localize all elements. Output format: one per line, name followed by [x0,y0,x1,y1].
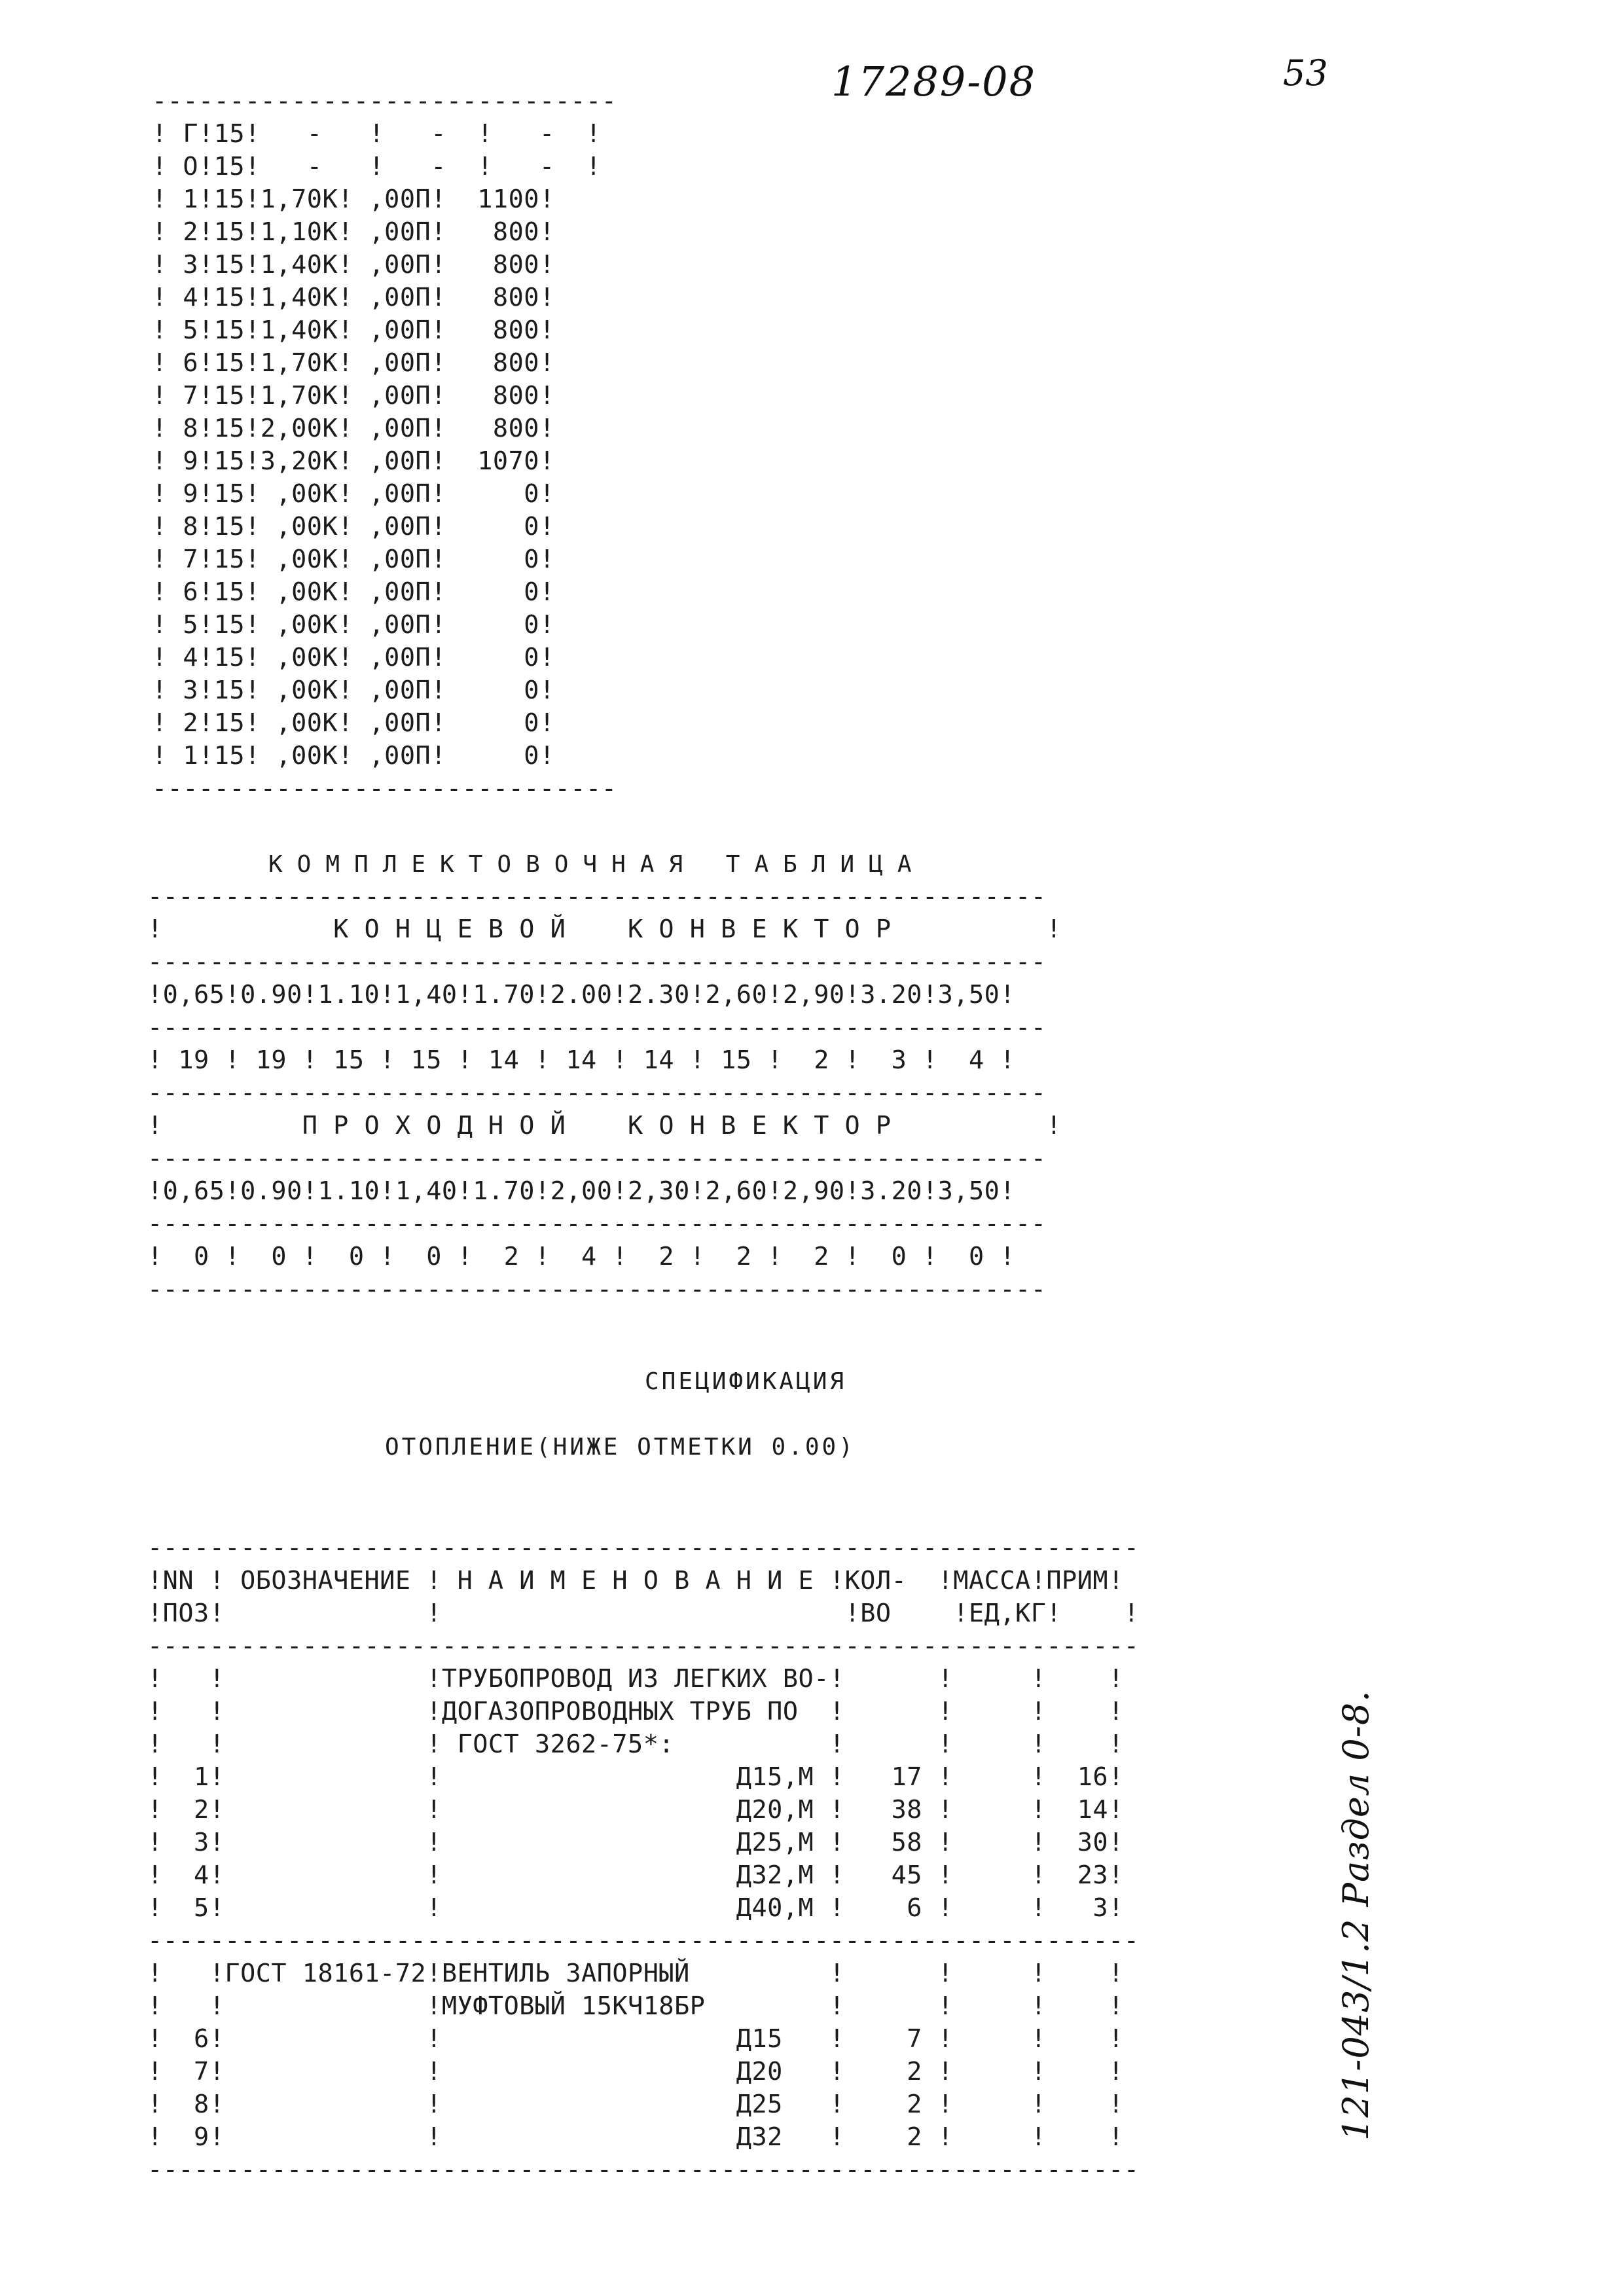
page-number: 53 [1283,52,1328,94]
specification-table [147,1532,1139,2187]
completion-table-text: ---------------------------------------------------------- ! К О Н Ц Е В О Й К О Н В Е К Т О Р ! ---------------------------------------------------------- !0,65!0.90!1.10!1,40!1.70!2.00!2.30!2,60!2,90!3.20!3,50! ---------------------------------------------------------- ! 19 ! 19 ! 15 ! 15 ! 14 ! 14 ! 14 ! 15 ! 2 ! 3 ! 4 ! ---------------------------------------------------------- ! П Р О Х О Д Н О Й К О Н В Е К Т О Р ! ---------------------------------------------------------- !0,65!0.90!1.10!1,40!1.70!2,00!2,30!2,60!2,90!3.20!3,50! ---------------------------------------------------------- ! 0 ! 0 ! 0 ! 0 ! 2 ! 4 ! 2 ! 2 ! 2 ! 0 ! 0 ! ---------------------------------------------------------- [147,882,1062,1304]
radiator-section-table-text: ------------------------------ ! Г!15! - ! - ! - ! ! О!15! - ! - ! - ! ! 1!15!1,70К! ,00П! 1100! ! 2!15!1,10К! ,00П! 800! ! 3!15!1,40К! ,00П! 800! ! 4!15!1,40К! ,00П! 800! ! 5!15!1,40К! ,00П! 800! ! 6!15!1,70К! ,00П! 800! ! 7!15!1,70К! ,00П! 800! ! 8!15!2,00К! ,00П! 800! ! 9!15!3,20К! ,00П! 1070! ! 9!15! ,00К! ,00П! 0! ! 8!15! ,00К! ,00П! 0! ! 7!15! ,00К! ,00П! 0! ! 6!15! ,00К! ,00П! 0! ! 5!15! ,00К! ,00П! 0! ! 4!15! ,00К! ,00П! 0! ! 3!15! ,00К! ,00П! 0! ! 2!15! ,00К! ,00П! 0! ! 1!15! ,00К! ,00П! 0! ------------------------------ [152,86,617,803]
completion-table [147,881,1062,1306]
specification-title: СПЕЦИФИКАЦИЯ [645,1368,847,1395]
specification-table-text: ---------------------------------------------------------------- !NN ! ОБОЗНАЧЕНИЕ ! Н А И М Е Н О В А Н И Е !КОЛ- !МАССА!ПРИМ! !ПОЗ! ! !ВО !ЕД,КГ! ! ---------------------------------------------------------------- ! ! !ТРУБОПРОВОД ИЗ ЛЕГКИХ ВО-! ! ! ! ! ! !ДОГАЗОПРОВОДНЫХ ТРУБ ПО ! ! ! ! ! ! ! ГОСТ 3262-75*: ! ! ! ! ! 1! ! Д15,М ! 17 ! ! 16! ! 2! ! Д20,М ! 38 ! ! 14! ! 3! ! Д25,М ! 58 ! ! 30! ! 4! ! Д32,М ! 45 ! ! 23! ! 5! ! Д40,М ! 6 ! ! 3! ---------------------------------------------------------------- ! !ГОСТ 18161-72!ВЕНТИЛЬ ЗАПОРНЫЙ ! ! ! ! ! ! !МУФТОВЫЙ 15КЧ18БР ! ! ! ! ! 6! ! Д15 ! 7 ! ! ! ! 7! ! Д20 ! 2 ! ! ! ! 8! ! Д25 ! 2 ! ! ! ! 9! ! Д32 ! 2 ! ! ! ---------------------------------------------------------------- [147,1533,1140,2185]
document-number: 17289-08 [831,58,1037,105]
specification-subtitle: ОТОПЛЕНИЕ(НИЖЕ ОТМЕТКИ 0.00) [385,1434,856,1461]
completion-table-title: КОМПЛЕКТОВОЧНАЯ ТАБЛИЦА [268,851,926,878]
radiator-section-table [152,85,617,805]
handwritten-side-note: 121-043/1.2 Раздел 0-8. [1335,1690,1377,2141]
